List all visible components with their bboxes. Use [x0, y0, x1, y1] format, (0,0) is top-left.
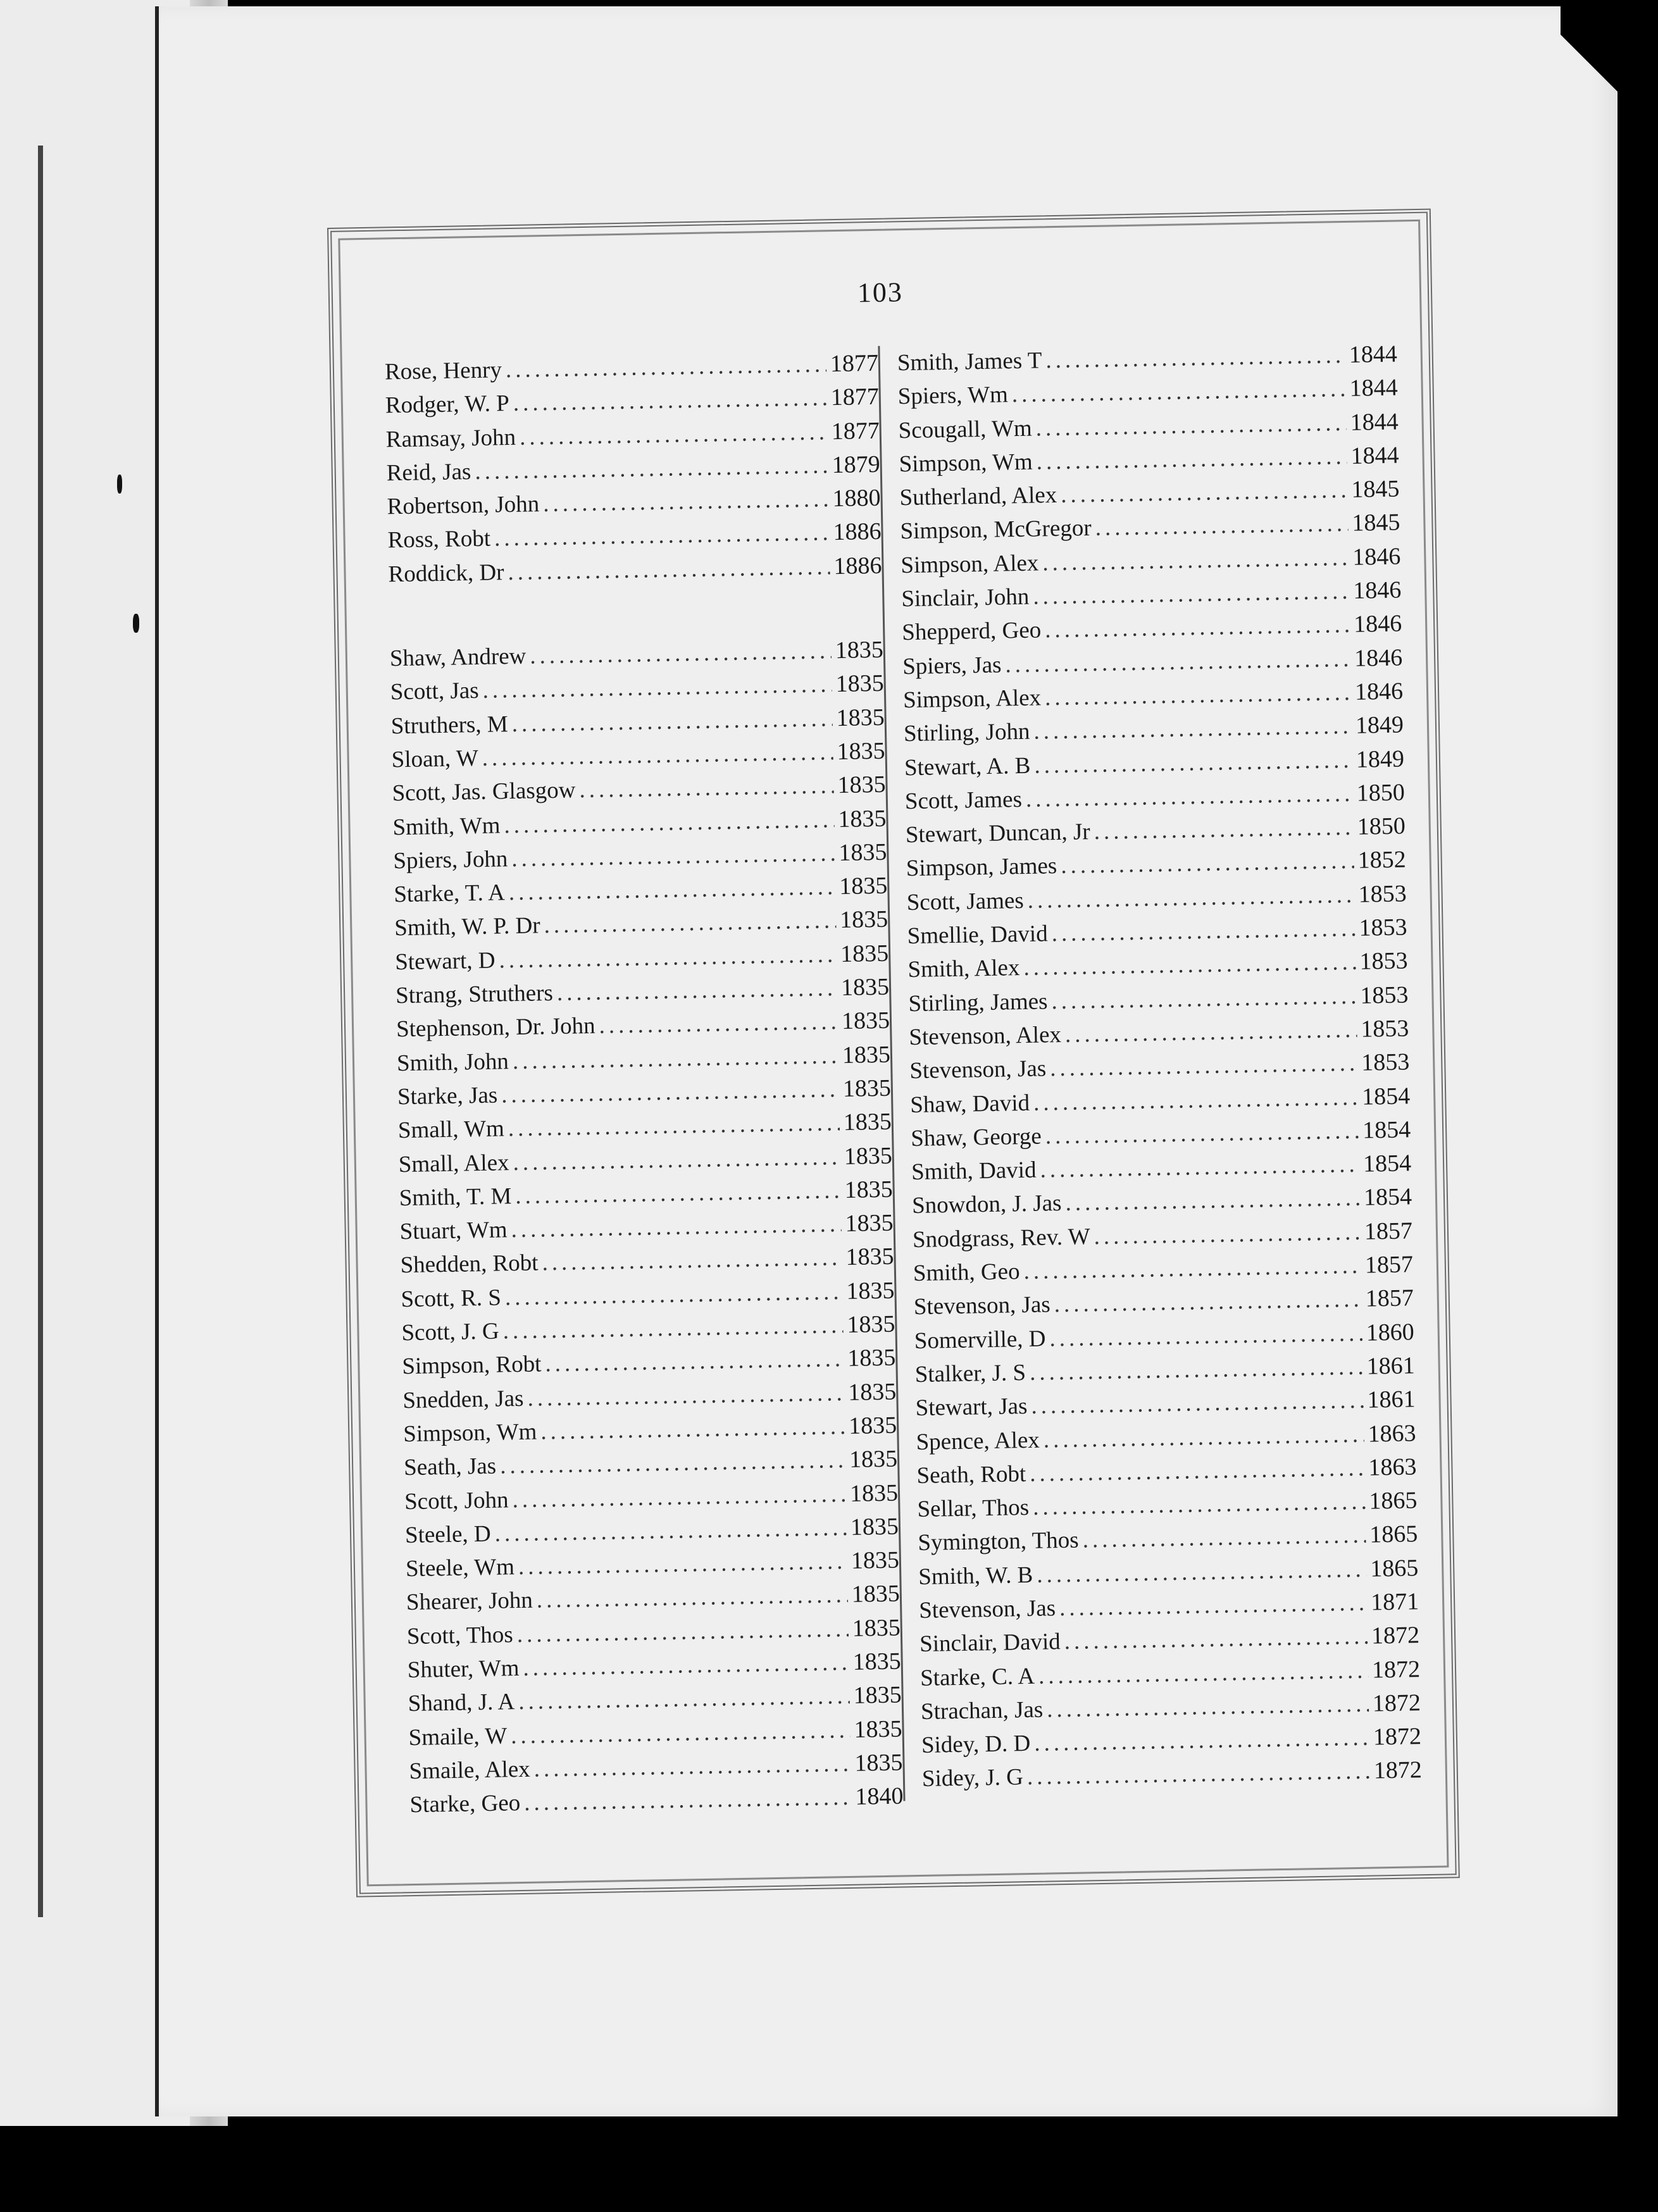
entry-year: 1886 — [833, 518, 882, 546]
dot-leader — [511, 840, 835, 873]
entry-year: 1835 — [835, 670, 885, 698]
dot-leader — [556, 974, 837, 1007]
dot-leader — [512, 1042, 838, 1075]
dot-leader — [508, 873, 835, 906]
entry-year: 1846 — [1352, 543, 1401, 571]
dot-leader — [1065, 1016, 1357, 1048]
entry-year: 1835 — [851, 1580, 901, 1608]
entry-name: Scott, James — [906, 887, 1025, 916]
entry-year: 1835 — [840, 940, 889, 967]
entry-year: 1854 — [1363, 1183, 1412, 1212]
entry-year: 1835 — [842, 1074, 892, 1102]
dot-leader — [520, 418, 828, 450]
entry-name: Stuart, Wm — [399, 1217, 508, 1245]
entry-year: 1846 — [1352, 576, 1402, 604]
dot-leader — [500, 1446, 846, 1480]
entry-name: Simpson, Wm — [402, 1419, 537, 1448]
dot-leader — [1005, 645, 1350, 679]
dot-leader — [511, 1210, 842, 1243]
entry-year: 1872 — [1372, 1689, 1421, 1717]
entry-name: Shuter, Wm — [407, 1655, 520, 1684]
dot-leader — [1051, 915, 1356, 947]
entry-name: Scott, J. G — [401, 1318, 500, 1346]
entry-year: 1835 — [840, 973, 890, 1002]
entry-year: 1835 — [841, 1007, 890, 1035]
dot-leader — [1054, 1286, 1362, 1318]
entry-name: Smith, T. M — [399, 1183, 512, 1212]
entry-name: Spiers, Jas — [902, 652, 1002, 680]
entry-name: Steele, Wm — [405, 1554, 515, 1582]
entry-year: 1853 — [1358, 880, 1407, 908]
entry-name: Smith, Geo — [913, 1258, 1020, 1287]
entry-year: 1877 — [830, 349, 879, 378]
entry-year: 1853 — [1359, 914, 1407, 941]
entry-name: Sinclair, David — [919, 1629, 1061, 1658]
dot-leader — [1038, 1656, 1369, 1689]
dot-leader — [579, 772, 834, 804]
entry-name: Starke, Geo — [409, 1790, 521, 1818]
entry-year: 1835 — [848, 1412, 897, 1439]
entry-name: Spiers, John — [393, 846, 508, 874]
entry-name: Stewart, Duncan, Jr — [905, 819, 1091, 848]
entry-name: Sutherland, Alex — [899, 482, 1057, 511]
entry-name: Sidey, D. D — [921, 1730, 1031, 1759]
entry-year: 1835 — [838, 838, 887, 866]
dot-leader — [499, 941, 837, 974]
entry-year: 1865 — [1369, 1520, 1418, 1548]
dot-leader — [544, 907, 836, 940]
dot-leader — [540, 1413, 845, 1445]
entry-year: 1835 — [839, 906, 888, 934]
entry-name: Simpson, Alex — [902, 685, 1042, 714]
entry-name: Reid, Jas — [386, 458, 471, 487]
entry-year: 1865 — [1369, 1487, 1418, 1515]
dot-leader — [1033, 578, 1350, 611]
dot-leader — [1031, 1387, 1364, 1420]
dot-leader — [1094, 814, 1354, 845]
dot-leader — [543, 485, 829, 518]
entry-name: Scott, Jas. Glasgow — [392, 777, 576, 807]
entry-year: 1844 — [1350, 442, 1399, 469]
dot-leader — [505, 1278, 843, 1311]
entry-year: 1835 — [842, 1041, 891, 1069]
entry-name: Sloan, W — [391, 745, 479, 773]
entry-year: 1861 — [1366, 1352, 1416, 1380]
entry-year: 1846 — [1353, 610, 1402, 638]
dot-leader — [475, 452, 828, 485]
entry-name: Spence, Alex — [916, 1427, 1040, 1455]
entry-year: 1844 — [1350, 408, 1399, 436]
entry-year: 1835 — [847, 1378, 897, 1406]
dot-leader — [523, 1649, 849, 1682]
dot-leader — [1023, 1252, 1361, 1285]
entry-name: Shand, J. A — [408, 1689, 515, 1717]
entry-year: 1853 — [1359, 947, 1408, 976]
entry-year: 1844 — [1349, 340, 1398, 368]
entry-name: Smaile, W — [408, 1722, 508, 1751]
entry-year: 1835 — [837, 771, 886, 799]
entry-name: Rose, Henry — [384, 357, 502, 385]
dot-leader — [1047, 1691, 1369, 1724]
entry-name: Snodgrass, Rev. W — [912, 1223, 1090, 1253]
entry-name: Simpson, James — [906, 853, 1057, 882]
entry-name: Stevenson, Jas — [918, 1595, 1056, 1624]
dot-leader — [1027, 1758, 1371, 1791]
entry-year: 1835 — [854, 1749, 903, 1777]
entry-name: Strachan, Jas — [920, 1696, 1044, 1725]
entry-year: 1835 — [846, 1277, 895, 1305]
entry-name: Symington, Thos — [918, 1527, 1079, 1556]
dot-leader — [512, 1480, 846, 1513]
entry-year: 1849 — [1355, 711, 1404, 740]
entry-name: Stephenson, Dr. John — [396, 1013, 595, 1043]
dot-leader — [1035, 409, 1347, 442]
dot-leader — [1045, 1117, 1359, 1150]
entry-year: 1835 — [851, 1546, 900, 1574]
dot-leader — [501, 1076, 839, 1109]
dot-leader — [1064, 1623, 1368, 1655]
entry-name: Scott, James — [904, 786, 1023, 815]
right-column — [897, 340, 1422, 1799]
entry-year: 1872 — [1373, 1756, 1423, 1784]
entry-year: 1835 — [847, 1310, 895, 1338]
entry-year: 1849 — [1356, 745, 1405, 773]
entry-name: Scott, John — [404, 1486, 509, 1515]
entry-year: 1852 — [1357, 846, 1407, 874]
entry-name: Steele, D — [404, 1520, 492, 1548]
entry-year: 1854 — [1362, 1150, 1412, 1177]
dot-leader — [494, 519, 830, 552]
entry-year: 1835 — [837, 737, 885, 766]
entry-name: Shearer, John — [406, 1588, 533, 1616]
dot-leader — [1065, 1184, 1360, 1217]
entry-name: Shaw, David — [909, 1090, 1030, 1118]
dot-leader — [1095, 510, 1349, 542]
entry-year: 1872 — [1371, 1622, 1420, 1650]
entry-name: Smaile, Alex — [409, 1756, 531, 1784]
dot-leader — [533, 1750, 851, 1783]
dot-leader — [1045, 679, 1352, 711]
dot-leader — [1027, 881, 1355, 914]
dot-leader — [1042, 544, 1349, 576]
entry-name: Stirling, John — [903, 719, 1030, 747]
dot-leader — [1045, 342, 1345, 374]
entry-name: Scott, R. S — [401, 1284, 502, 1312]
entry-year: 1845 — [1352, 509, 1400, 537]
entry-name: Spiers, Wm — [897, 382, 1009, 410]
previous-page-border — [0, 146, 43, 1917]
entry-year: 1863 — [1368, 1453, 1417, 1481]
entry-name: Stalker, J. S — [914, 1359, 1026, 1388]
entry-year: 1886 — [833, 552, 882, 580]
entry-name: Simpson, Robt — [402, 1351, 542, 1380]
entry-name: Stevenson, Jas — [913, 1291, 1051, 1320]
dot-leader — [1030, 1353, 1363, 1386]
entry-name: Scott, Thos — [406, 1621, 514, 1650]
entry-year: 1863 — [1368, 1419, 1416, 1448]
dot-leader — [515, 1177, 841, 1210]
entry-name: Shepperd, Geo — [901, 617, 1042, 646]
entry-year: 1871 — [1370, 1588, 1419, 1616]
entry-year: 1844 — [1349, 374, 1399, 402]
document-page — [155, 6, 1617, 2116]
entry-year: 1857 — [1364, 1251, 1414, 1279]
entry-name: Rodger, W. P — [385, 390, 510, 419]
entry-name: Ross, Robt — [387, 526, 491, 554]
entry-name: Scott, Jas — [390, 678, 479, 705]
binding-mark — [117, 475, 122, 494]
entry-year: 1861 — [1367, 1386, 1416, 1414]
dot-leader — [542, 1244, 842, 1276]
entry-year: 1860 — [1366, 1318, 1415, 1346]
dot-leader — [513, 385, 827, 418]
dot-leader — [506, 351, 827, 383]
dot-leader — [1026, 780, 1354, 813]
entry-year: 1835 — [853, 1681, 902, 1710]
entry-name: Simpson, Wm — [899, 449, 1033, 478]
dot-leader — [536, 1581, 848, 1614]
entry-name: Shaw, Andrew — [389, 643, 527, 672]
dot-leader — [508, 1109, 840, 1142]
entry-name: Smith, W. B — [918, 1562, 1033, 1590]
dot-leader — [494, 1514, 847, 1548]
entry-year: 1872 — [1371, 1655, 1421, 1684]
entry-name: Stevenson, Alex — [909, 1021, 1062, 1051]
dot-leader — [1034, 1724, 1369, 1757]
entry-year: 1865 — [1369, 1554, 1419, 1582]
dot-leader — [1033, 1083, 1359, 1116]
entry-year: 1877 — [831, 417, 880, 445]
entry-year: 1835 — [843, 1108, 892, 1136]
entry-year: 1835 — [850, 1513, 899, 1541]
page-corner — [1561, 6, 1617, 120]
dot-leader — [1061, 847, 1354, 879]
entry-year: 1835 — [852, 1614, 901, 1642]
entry-year: 1835 — [844, 1176, 894, 1203]
dot-leader — [1030, 1454, 1365, 1487]
dot-leader — [508, 553, 830, 586]
entry-year: 1857 — [1364, 1217, 1413, 1245]
entry-name: Stirling, James — [908, 988, 1048, 1017]
entry-name: Smith, David — [911, 1157, 1037, 1186]
dot-leader — [1049, 1319, 1362, 1352]
dot-leader — [516, 1615, 849, 1648]
entry-year: 1840 — [855, 1782, 904, 1810]
dot-leader — [1036, 443, 1347, 476]
entry-name: Stewart, D — [394, 947, 496, 976]
entry-name: Shaw, George — [910, 1123, 1042, 1152]
entry-year: 1835 — [838, 872, 888, 900]
entry-year: 1853 — [1360, 1015, 1409, 1043]
entry-name: Struthers, M — [390, 711, 509, 740]
entry-year: 1850 — [1356, 779, 1406, 807]
dot-leader — [599, 1008, 838, 1040]
entry-name: Strang, Struthers — [395, 980, 554, 1009]
entry-year: 1835 — [847, 1344, 896, 1372]
dot-leader — [524, 1784, 852, 1817]
entry-name: Sellar, Thos — [917, 1494, 1030, 1523]
entry-name: Stewart, Jas — [915, 1393, 1028, 1422]
entry-name: Starke, C. A — [919, 1663, 1035, 1691]
entry-year: 1846 — [1354, 678, 1404, 705]
dot-leader — [545, 1345, 844, 1377]
entry-year: 1835 — [854, 1715, 902, 1743]
entry-name: Snowdon, J. Jas — [911, 1190, 1062, 1219]
dot-leader — [482, 738, 833, 772]
entry-year: 1877 — [830, 383, 880, 411]
dot-leader — [1094, 1218, 1361, 1250]
entry-name: Stewart, A. B — [904, 752, 1031, 781]
entry-name: Smith, Wm — [392, 812, 501, 840]
entry-year: 1835 — [838, 805, 887, 833]
dot-leader — [502, 1312, 843, 1345]
entry-name: Snedden, Jas — [402, 1385, 524, 1414]
entry-year: 1835 — [845, 1243, 894, 1271]
dot-leader — [518, 1548, 848, 1581]
entry-year: 1880 — [832, 484, 881, 513]
entry-name: Smellie, David — [907, 921, 1048, 950]
entry-name: Smith, James T — [897, 347, 1042, 376]
binding-mark — [133, 614, 139, 633]
entry-year: 1854 — [1362, 1116, 1411, 1144]
left-column — [385, 349, 904, 1825]
dot-leader — [1082, 1522, 1366, 1554]
dot-leader — [1033, 1488, 1366, 1521]
dot-leader — [1043, 1420, 1364, 1453]
entry-year: 1854 — [1361, 1082, 1411, 1110]
dot-leader — [1051, 982, 1357, 1014]
dot-leader — [1045, 611, 1350, 643]
dot-leader — [1059, 1589, 1368, 1622]
entry-name: Smith, John — [396, 1048, 509, 1076]
entry-name: Smith, Alex — [907, 955, 1020, 983]
dot-leader — [504, 806, 835, 839]
dot-leader — [1023, 948, 1356, 981]
dot-leader — [1040, 1151, 1359, 1184]
entry-year: 1835 — [845, 1209, 894, 1238]
entry-name: Smith, W. P. Dr — [394, 912, 540, 941]
entry-year: 1835 — [836, 704, 885, 731]
dot-leader — [1050, 1050, 1358, 1082]
dot-leader — [482, 671, 832, 705]
dot-leader — [1033, 712, 1352, 745]
dot-leader — [518, 1682, 850, 1715]
dot-leader — [513, 1143, 840, 1176]
entry-name: Ramsay, John — [385, 424, 516, 453]
entry-name: Roddick, Dr — [388, 559, 504, 588]
entry-year: 1835 — [844, 1142, 893, 1170]
entry-name: Somerville, D — [914, 1326, 1046, 1354]
entry-name: Starke, T. A — [394, 879, 506, 908]
section-gap — [389, 585, 883, 645]
entry-year: 1835 — [835, 636, 884, 664]
entry-year: 1845 — [1351, 475, 1400, 504]
entry-name: Stevenson, Jas — [909, 1055, 1047, 1084]
entry-year: 1879 — [832, 450, 881, 479]
entry-name: Simpson, McGregor — [900, 515, 1092, 545]
entry-name: Shedden, Robt — [400, 1250, 539, 1279]
entry-year: 1853 — [1360, 981, 1409, 1009]
entry-year: 1835 — [849, 1479, 899, 1507]
entry-year: 1872 — [1373, 1723, 1422, 1751]
entry-name: Simpson, Alex — [901, 550, 1039, 579]
entry-year: 1835 — [852, 1648, 902, 1675]
entry-name: Sinclair, John — [901, 583, 1030, 612]
dot-leader — [1034, 746, 1352, 779]
entry-year: 1857 — [1365, 1284, 1414, 1312]
dot-leader — [527, 1379, 845, 1412]
entry-name: Scougall, Wm — [898, 415, 1033, 444]
entry-name: Small, Alex — [398, 1149, 509, 1177]
entry-name: Starke, Jas — [397, 1082, 498, 1110]
entry-year: 1853 — [1361, 1048, 1410, 1076]
dot-leader — [1011, 375, 1346, 408]
page-frame — [327, 209, 1460, 1898]
dot-leader — [530, 637, 832, 669]
entry-name: Robertson, John — [387, 491, 540, 520]
entry-year: 1846 — [1354, 644, 1403, 672]
entry-name: Seath, Jas — [403, 1453, 497, 1481]
entry-name: Sidey, J. G — [921, 1764, 1024, 1793]
page-number: 103 — [857, 276, 904, 309]
dot-leader — [511, 705, 833, 738]
entry-year: 1835 — [849, 1445, 898, 1474]
entry-name: Seath, Robt — [916, 1460, 1026, 1489]
entry-year: 1850 — [1357, 812, 1406, 840]
dot-leader — [1037, 1555, 1367, 1588]
dot-leader — [511, 1717, 851, 1749]
dot-leader — [1061, 476, 1348, 509]
entry-name: Small, Wm — [397, 1115, 505, 1144]
